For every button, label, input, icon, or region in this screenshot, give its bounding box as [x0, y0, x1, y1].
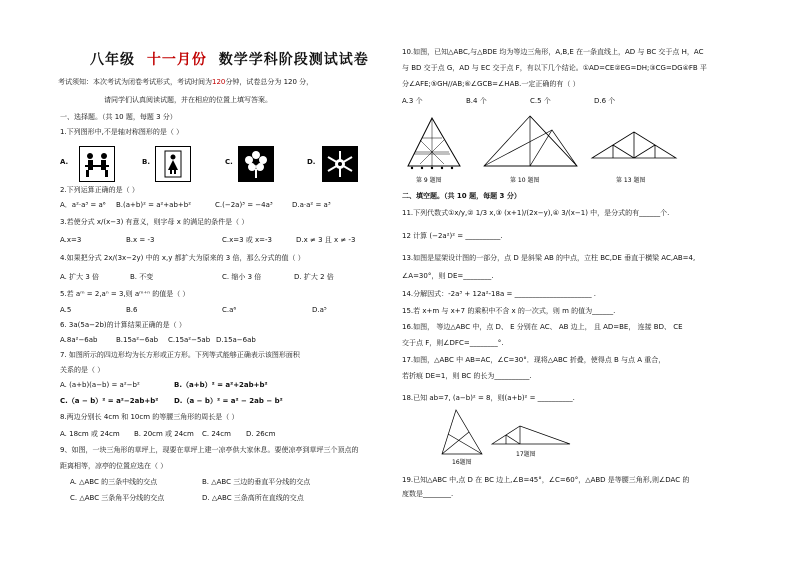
q2-option-b: B.(a+b)² = a²+ab+b²: [116, 201, 192, 209]
caption-figure-13: 第 13 题图: [616, 177, 646, 184]
q8-option-c: C. 24cm: [202, 430, 231, 438]
q1-option-d-image: [322, 146, 358, 182]
question-10-line-2: 与 BD 交于点 G，AD 与 EC 交于点 F，有以下几个结论。①AD=CE②EG=DH;③CG=DG④FB 平: [402, 64, 707, 72]
question-16-line-2: 交于点 F，则∠DFC=________°.: [402, 339, 504, 347]
q8-option-d: D. 26cm: [246, 430, 276, 438]
title-subject: 数学学科阶段测试试卷: [218, 52, 369, 68]
question-3: 3.若使分式 x/(x−3) 有意义，则字母 x 的满足的条件是（ ）: [60, 218, 249, 226]
figure-10: [484, 116, 577, 166]
notice-line-2: 请同学们认真阅读试题，并在相应的位置上填写答案。: [104, 96, 272, 104]
q10-option-a: A.3 个: [402, 97, 423, 105]
q5-option-c: C.a⁶: [222, 306, 237, 314]
question-6: 6. 3a(5a−2b)的计算结果正确的是（ ）: [60, 321, 186, 329]
q6-option-a: A.8a²−6ab: [60, 336, 98, 344]
section2-heading: 二、填空题。（共 10 题，每题 3 分）: [402, 192, 521, 200]
caption-figure-9: 第 9 题图: [416, 177, 442, 184]
q7-option-a: A. (a+b)(a−b) = a²−b²: [60, 381, 140, 389]
q5-option-a: A.5: [60, 306, 72, 314]
question-5: 5.若 aᵐ = 2,aⁿ = 3,则 aᵐ⁺ⁿ 的值是（ ）: [60, 290, 190, 298]
notice-line-1: 考试须知：本次考试为闭卷考试形式，考试时间为120分钟，试卷总分为 120 分，: [58, 78, 314, 86]
question-13-line-1: 13.如图是屋架设计图的一部分，点 D 是斜梁 AB 的中点，立柱 BC,DE 垂直于横梁 AC,AB=4,: [402, 254, 696, 262]
caption-figure-16: 16题图: [452, 459, 472, 466]
q7-option-b: B.（a+b）² = a²+2ab+b²: [174, 381, 268, 389]
q4-option-a: A. 扩大 3 倍: [60, 273, 100, 281]
section1-heading: 一、选择题。（共 10 题，每题 3 分）: [60, 113, 177, 121]
question-16-line-1: 16.如图， 等边△ABC 中，点 D、 E 分别在 AC、 AB 边上， 且 AD=BE， 连接 BD、 CE: [402, 323, 683, 331]
q3-option-b: B.x = -3: [126, 236, 155, 244]
question-2: 2.下列运算正确的是（ ）: [60, 186, 139, 194]
q3-option-c: C.x=3 或 x=-3: [222, 236, 273, 244]
title-grade: 八年级: [90, 52, 135, 68]
q4-option-d: D. 扩大 2 倍: [294, 273, 334, 281]
caption-figure-10: 第 10 题图: [510, 177, 540, 184]
q6-option-d: D.15a−6ab: [216, 336, 256, 344]
q6-option-b: B.15a²−6ab: [116, 336, 159, 344]
question-7-line-1: 7. 如图所示的四边形均为长方形或正方形。下列等式能够正确表示该图形面积: [60, 351, 300, 359]
q1-option-a-image: [79, 146, 115, 182]
snowflake-icon: [323, 147, 357, 181]
q3-option-a: A.x=3: [60, 236, 82, 244]
q10-option-b: B.4 个: [466, 97, 487, 105]
q2-option-d: D.a·a² = a³: [292, 201, 331, 209]
q8-option-a: A. 18cm 或 24cm: [60, 430, 120, 438]
question-12: 12 计算 (−2a²)² = __________.: [402, 232, 503, 240]
question-15: 15.若 x+m 与 x+7 的乘积中不含 x 的一次式，则 m 的值为______.: [402, 307, 616, 315]
q7-option-d: D.（a − b）² = a² − 2ab − b²: [174, 397, 283, 405]
q1-option-a-label: A.: [60, 158, 69, 166]
q10-option-c: C.5 个: [530, 97, 551, 105]
figures-9-10-13: [402, 110, 782, 188]
q1-option-d-label: D.: [307, 158, 316, 166]
question-13-line-2: ∠A=30°，则 DE=________.: [402, 272, 494, 280]
q7-option-c: C.（a − b）² = a²−2ab+b²: [60, 397, 159, 405]
q9-option-a: A. △ABC 的三条中线的交点: [70, 478, 158, 486]
q9-option-b: B. △ABC 三边的垂直平分线的交点: [202, 478, 311, 486]
q8-option-b: B. 20cm 或 24cm: [134, 430, 194, 438]
figure-17: [492, 426, 570, 444]
caption-figure-17: 17题图: [516, 451, 536, 458]
question-19-line-2: 度数是________.: [402, 490, 454, 498]
q1-option-c-label: C.: [225, 158, 233, 166]
q9-option-d: D. △ABC 三条高所在直线的交点: [202, 494, 304, 502]
q4-option-b: B. 不变: [130, 273, 154, 281]
question-1: 1.下列图形中,不是轴对称图形的是（ ）: [60, 128, 184, 136]
page-title: [90, 49, 369, 69]
q5-option-d: D.a⁵: [312, 306, 327, 314]
flower-icon: [239, 147, 273, 181]
q2-option-a: A．a²·a³ = a⁶: [60, 201, 106, 209]
question-17-line-2: 若折痕 DE=1，则 BC 的长为__________.: [402, 372, 532, 380]
q3-option-d: D.x ≠ 3 且 x ≠ -3: [296, 236, 356, 244]
q10-option-d: D.6 个: [594, 97, 616, 105]
q4-option-c: C. 缩小 3 倍: [222, 273, 262, 281]
q1-option-b-image: [155, 146, 191, 182]
q6-option-c: C.15a²−5ab: [168, 336, 211, 344]
question-10-line-3: 分∠AFE;⑤GH//AB;⑥∠GCB=∠HAB.一定正确的有（ ）: [402, 80, 580, 88]
question-19-line-1: 19.已知△ABC 中,点 D 在 BC 边上,∠B=45°，∠C=60°，△ABD 是等腰三角形,则∠DAC 的: [402, 476, 690, 484]
figures-16-17: [420, 404, 580, 466]
question-17-line-1: 17.如图，△ABC 中 AB=AC，∠C=30°．现将△ABC 折叠，使得点 B 与点 A 重合，: [402, 356, 666, 364]
q1-option-b-label: B.: [142, 158, 150, 166]
woman-sign-icon: [156, 147, 190, 181]
title-month: 十一月份: [146, 52, 207, 68]
question-11: 11.下列代数式①x/y,② 1/3 x,③ (x+1)/(2x−y),④ 3/(x−1) 中，是分式的有______个.: [402, 209, 670, 217]
q2-option-c: C.(−2a)³ = −4a³: [215, 201, 273, 209]
q5-option-b: B.6: [126, 306, 138, 314]
question-7-line-2: 关系的是（ ）: [60, 366, 105, 374]
q9-option-c: C. △ABC 三条角平分线的交点: [70, 494, 165, 502]
question-14: 14.分解因式：-2a³ + 12a²-18a = ______________________ .: [402, 290, 597, 298]
question-8: 8.两边分别长 4cm 和 10cm 的等腰三角形的周长是（ ）: [60, 413, 239, 421]
figure-9: [408, 118, 460, 169]
question-9-line-2: 距离相等，凉亭的位置应选在（ ）: [60, 462, 168, 470]
figure-16: [442, 410, 482, 454]
question-4: 4.如果把分式 2x/(3x−2y) 中的 x,y 都扩大为原来的 3 倍，那么分式的值（ ）: [60, 254, 305, 262]
figure-13: [592, 132, 676, 158]
q1-option-c-image: [238, 146, 274, 182]
people-chat-icon: [80, 147, 114, 181]
question-18: 18.已知 ab=7, (a−b)² = 8，则(a+b)² = __________.: [402, 394, 575, 402]
question-10-line-1: 10.如图，已知△ABC,与△BDE 均为等边三角形，A,B,E 在一条直线上，AD 与 BC 交于点 H，AC: [402, 48, 704, 56]
question-9-line-1: 9、如图，一块三角形的草坪上，现要在草坪上建一凉亭供大家休息。要使凉亭到草坪三个顶点的: [60, 446, 359, 454]
